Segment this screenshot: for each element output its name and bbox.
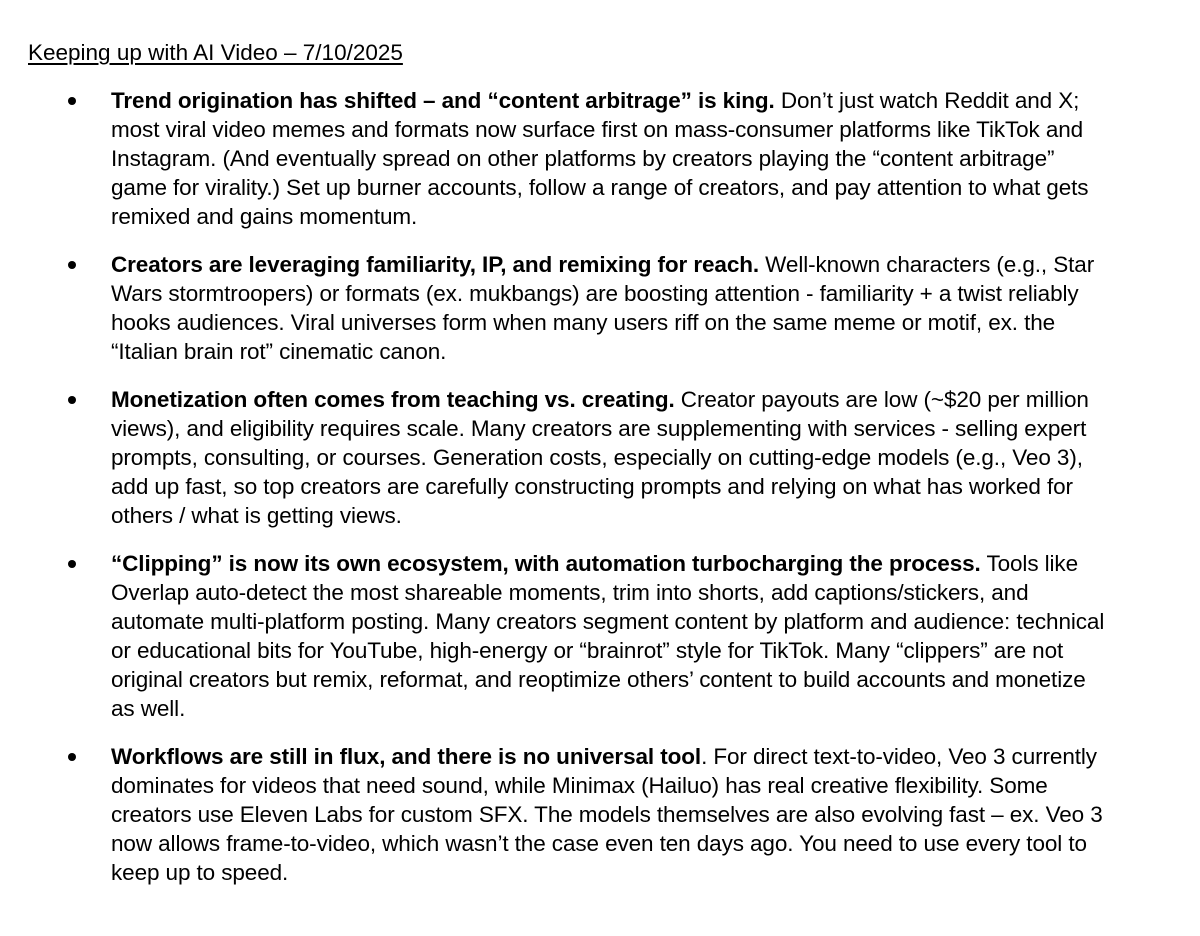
bullet-list <box>0 86 1200 906</box>
bullet-dot-icon <box>68 753 76 761</box>
bullet-dot-icon <box>68 560 76 568</box>
bullet-body: Tools like Overlap auto-detect the most shareable moments, trim into shorts, add captions/stickers, and automate multi-platform posting. Many creators segment content by platform and audience: technical or educational bits for YouTube, high-energy or “brainrot” style for TikTok. Many “clippers” are not original creators but remix, reformat, and reoptimize others’ content to build accounts and monetize as well. <box>111 551 1105 721</box>
bullet-item <box>0 86 1200 231</box>
bullet-heading: “Clipping” is now its own ecosystem, with automation turbocharging the process. <box>111 551 981 576</box>
bullet-text <box>111 742 1111 887</box>
bullet-dot-icon <box>68 396 76 404</box>
bullet-heading: Workflows are still in flux, and there is no universal tool <box>111 744 702 769</box>
bullet-text <box>111 86 1111 231</box>
bullet-item <box>0 549 1200 723</box>
bullet-body: Well-known characters (e.g., Star Wars stormtroopers) or formats (ex. mukbangs) are boosting attention - familiarity + a twist reliably hooks audiences. Viral universes form when many users riff on the same meme or motif, ex. the “Italian brain rot” cinematic canon. <box>111 252 1095 364</box>
bullet-heading: Monetization often comes from teaching vs. creating. <box>111 387 675 412</box>
bullet-text <box>111 385 1111 530</box>
bullet-item <box>0 250 1200 366</box>
bullet-body: Creator payouts are low (~$20 per million views), and eligibility requires scale. Many creators are supplementing with services - selling expert prompts, consulting, or courses. Generation costs, especially on cutting-edge models (e.g., Veo 3), add up fast, so top creators are carefully constructing prompts and relying on what has worked for others / what is getting views. <box>111 387 1089 528</box>
bullet-body: Don’t just watch Reddit and X; most viral video memes and formats now surface first on mass-consumer platforms like TikTok and Instagram. (And eventually spread on other platforms by creators playing the “content arbitrage” game for virality.) Set up burner accounts, follow a range of creators, and pay attention to what gets remixed and gains momentum. <box>111 88 1089 229</box>
bullet-dot-icon <box>68 97 76 105</box>
bullet-heading: Creators are leveraging familiarity, IP, and remixing for reach. <box>111 252 760 277</box>
bullet-item <box>0 742 1200 887</box>
bullet-body: . For direct text-to-video, Veo 3 currently dominates for videos that need sound, while Minimax (Hailuo) has real creative flexibility. Some creators use Eleven Labs for custom SFX. The models themselves are also evolving fast – ex. Veo 3 now allows frame-to-video, which wasn’t the case even ten days ago. You need to use every tool to keep up to speed. <box>111 744 1103 885</box>
bullet-text <box>111 549 1111 723</box>
bullet-text <box>111 250 1111 366</box>
bullet-dot-icon <box>68 261 76 269</box>
bullet-item <box>0 385 1200 530</box>
document-title: Keeping up with AI Video – 7/10/2025 <box>28 40 403 65</box>
bullet-heading: Trend origination has shifted – and “content arbitrage” is king. <box>111 88 775 113</box>
